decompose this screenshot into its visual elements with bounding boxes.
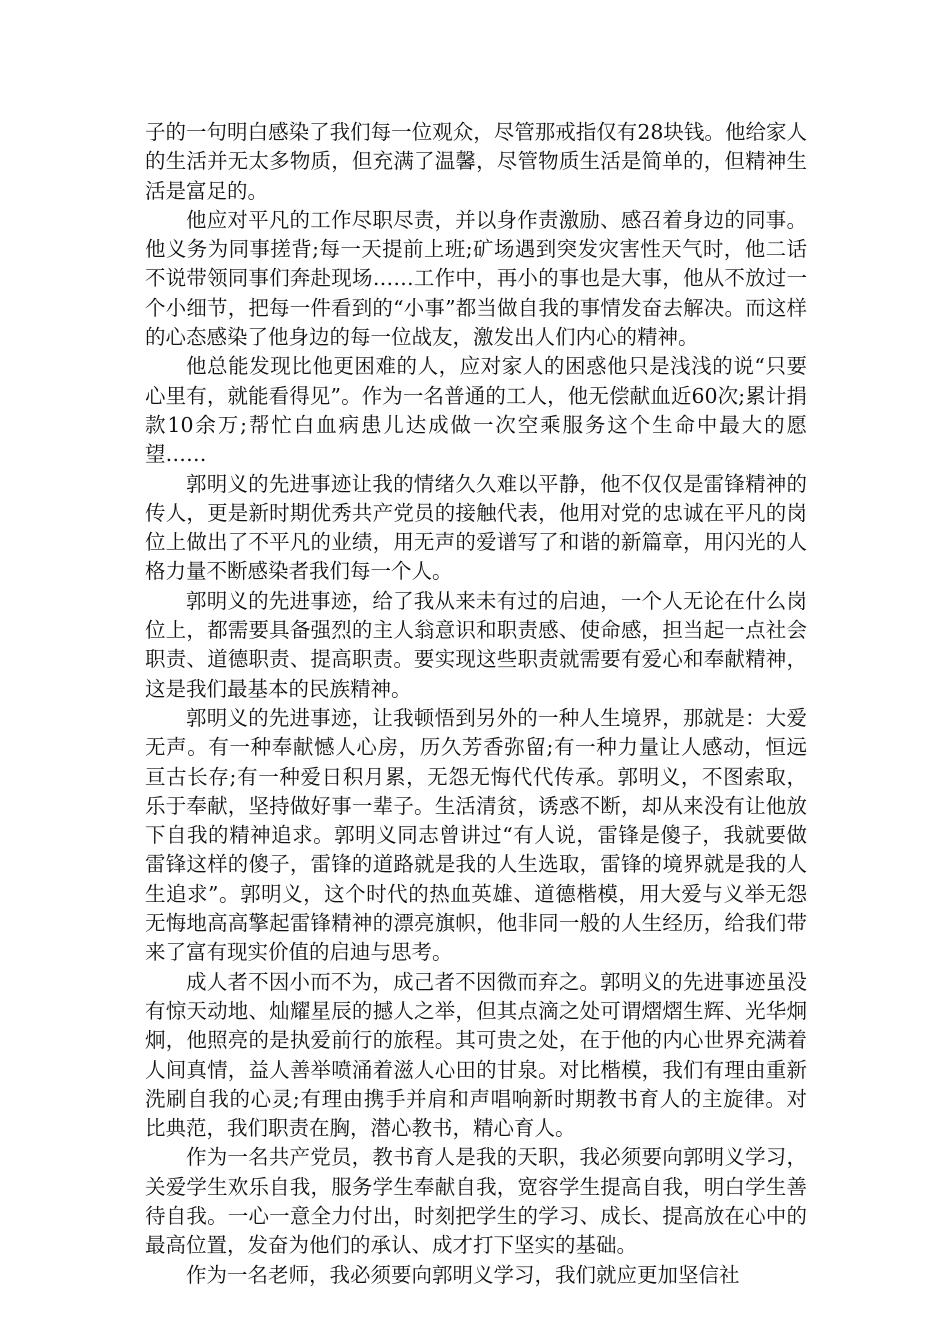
paragraph-6: 郭明义的先进事迹，让我顿悟到另外的一种人生境界，那就是：大爱无声。有一种奉献憾人心房，历久芳香弥留;有一种力量让人感动，恒远亘古长存;有一种爱日积月累，无怨无悔代代传承。郭明义，不图索取，乐于奉献，坚持做好事一辈子。生活清贫，诱惑不断，却从来没有让他放下自我的精神追求。郭明义同志曾讲过“有人说，雷锋是傻子，我就要做雷锋这样的傻子，雷锋的道路就是我的人生选取，雷锋的境界就是我的人生追求”。郭明义，这个时代的热血英雄、道德楷模，用大爱与义举无怨无悔地高高擎起雷锋精神的漂亮旗帜，他非同一般的人生经历，给我们带来了富有现实价值的启迪与思考。 bbox=[145, 705, 807, 965]
paragraph-8: 作为一名共产党员，教书育人是我的天职，我必须要向郭明义学习，关爱学生欢乐自我，服务学生奉献自我，宽容学生提高自我，明白学生善待自我。一心一意全力付出，时刻把学生的学习、成长、提高放在心中的最高位置，发奋为他们的承认、成才打下坚实的基础。 bbox=[145, 1145, 807, 1258]
paragraph-2: 他应对平凡的工作尽职尽责，并以身作责激励、感召着身边的同事。他义务为同事搓背;每一天提前上班;矿场遇到突发灾害性天气时，他二话不说带领同事们奔赴现场……工作中，再小的事也是大事，他从不放过一个小细节，把每一件看到的“小事”都当做自我的事情发奋去解决。而这样的心态感染了他身边的每一位战友，激发出人们内心的精神。 bbox=[145, 207, 807, 350]
paragraph-9: 作为一名老师，我必须要向郭明义学习，我们就应更加坚信社 bbox=[186, 1262, 740, 1287]
document-body bbox=[145, 118, 807, 1290]
paragraph-1: 子的一句明白感染了我们每一位观众，尽管那戒指仅有28块钱。他给家人的生活并无太多物质，但充满了温馨，尽管物质生活是简单的，但精神生活是富足的。 bbox=[145, 120, 807, 203]
paragraph-5: 郭明义的先进事迹，给了我从来未有过的启迪，一个人无论在什么岗位上，都需要具备强烈的主人翁意识和职责感、使命感，担当起一点社会职责、道德职责、提高职责。要实现这些职责就需要有爱心和奉献精神，这是我们最基本的民族精神。 bbox=[145, 588, 807, 701]
paragraph-3: 他总能发现比他更困难的人，应对家人的困惑他只是浅浅的说“只要心里有，就能看得见”。作为一名普通的工人，他无偿献血近60次;累计捐款10余万;帮忙白血病患儿达成做一次空乘服务这个生命中最大的愿望…… bbox=[145, 354, 807, 467]
paragraph-7: 成人者不因小而不为，成己者不因微而弃之。郭明义的先进事迹虽没有惊天动地、灿耀星辰的撼人之举，但其点滴之处可谓熠熠生辉、光华炯炯，他照亮的是执爱前行的旅程。其可贵之处，在于他的内心世界充满着人间真情，益人善举喷涌着滋人心田的甘泉。对比楷模，我们有理由重新洗刷自我的心灵;有理由携手并肩和声唱响新时期教书育人的主旋律。对比典范，我们职责在胸，潜心教书，精心育人。 bbox=[145, 969, 807, 1141]
paragraph-4: 郭明义的先进事迹让我的情绪久久难以平静，他不仅仅是雷锋精神的传人，更是新时期优秀共产党员的接触代表，他用对党的忠诚在平凡的岗位上做出了不平凡的业绩，用无声的爱谱写了和谐的新篇章，用闪光的人格力量不断感染者我们每一个人。 bbox=[145, 471, 807, 584]
